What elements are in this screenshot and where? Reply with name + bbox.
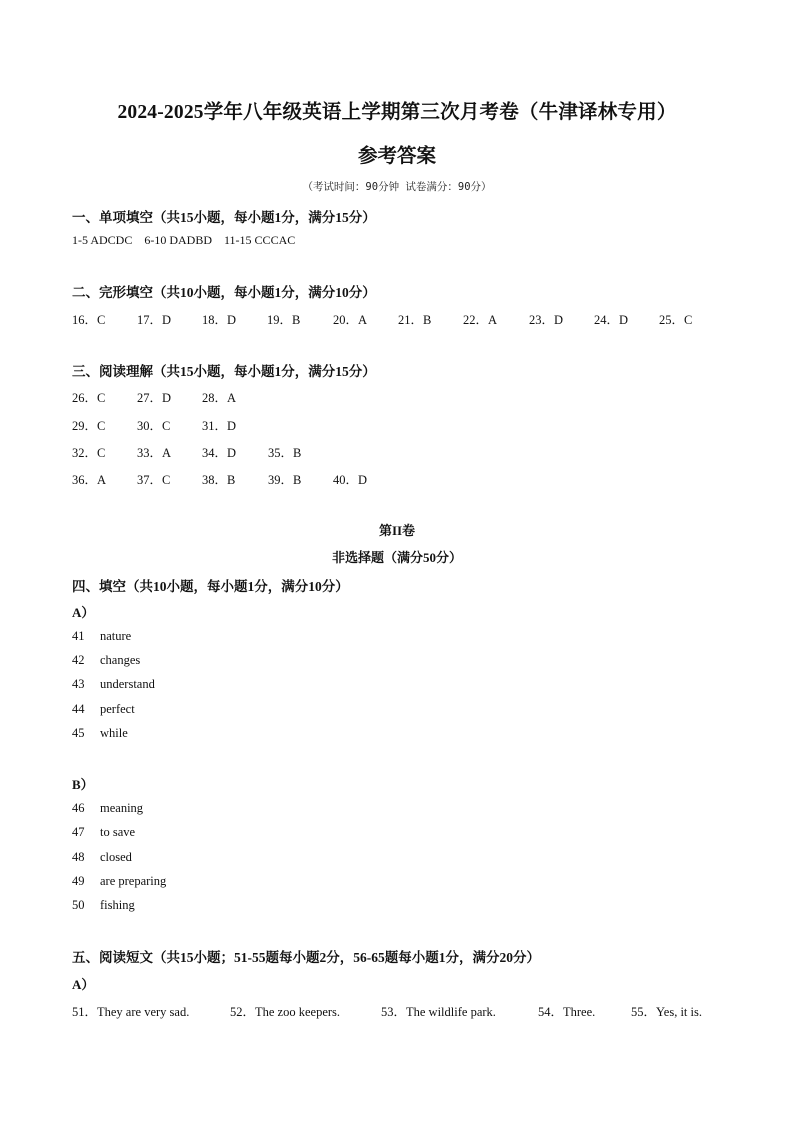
- answer-item: 40．D: [333, 473, 368, 487]
- answer-item: 24．D: [594, 313, 629, 327]
- part1-heading: 一、单项填空（共15小题，每小题1分，满分15分）: [72, 210, 376, 225]
- item-number: 46: [72, 801, 85, 815]
- answer-item: 33．A: [137, 446, 172, 460]
- item-number: 48: [72, 850, 85, 864]
- part4-heading: 四、填空（共10小题，每小题1分，满分10分）: [72, 579, 349, 594]
- answer-item: 29．C: [72, 419, 106, 433]
- item-answer: closed: [100, 850, 132, 864]
- list-item: [72, 629, 131, 644]
- item-answer: fishing: [100, 898, 135, 912]
- answer-item: 16．C: [72, 313, 106, 327]
- list-item: [72, 653, 140, 668]
- answer-item: 31．D: [202, 419, 237, 433]
- item-answer: are preparing: [100, 874, 167, 888]
- part1-answers: 1-5 ADCDC 6-10 DADBD 11-15 CCCAC: [72, 233, 296, 247]
- part4-group-a-label: A）: [72, 605, 95, 620]
- answer-item: 25．C: [659, 313, 693, 327]
- list-item: [72, 677, 155, 692]
- answer-item: 21．B: [398, 313, 432, 327]
- answer-item: 22．A: [463, 313, 498, 327]
- answer-item: 32．C: [72, 446, 106, 460]
- answer-item: 23．D: [529, 313, 564, 327]
- item-number: 49: [72, 874, 85, 888]
- part3-answer-row: [72, 470, 398, 488]
- list-item: [72, 702, 135, 717]
- answer-item: 38．B: [202, 473, 236, 487]
- answer-item: 36．A: [72, 473, 107, 487]
- part3-heading: 三、阅读理解（共15小题，每小题1分，满分15分）: [72, 364, 376, 379]
- list-item: [72, 801, 143, 816]
- item-number: 41: [72, 629, 85, 643]
- part5-answer-row: [72, 1002, 721, 1020]
- part3-answer-row: [72, 416, 267, 434]
- item-number: 44: [72, 702, 85, 716]
- answer-item: 54．Three.: [538, 1005, 596, 1019]
- answer-item: 27．D: [137, 391, 172, 405]
- answer-item: 20．A: [333, 313, 368, 327]
- part5-heading: 五、阅读短文（共15小题；51-55题每小题2分，56-65题每小题1分，满分20分）: [72, 950, 540, 965]
- answer-item: 28．A: [202, 391, 237, 405]
- part3-answer-row: [72, 443, 333, 461]
- answer-item: 26．C: [72, 391, 106, 405]
- answer-item: 30．C: [137, 419, 171, 433]
- answer-item: 55．Yes, it is.: [631, 1005, 702, 1019]
- list-item: [72, 874, 166, 889]
- answer-item: 18．D: [202, 313, 237, 327]
- answer-item: 52．The zoo keepers.: [230, 1005, 341, 1019]
- list-item: [72, 850, 132, 865]
- item-number: 43: [72, 677, 85, 691]
- part2-heading: 二、完形填空（共10小题，每小题1分，满分10分）: [72, 285, 376, 300]
- part2-answer-row: [72, 310, 709, 328]
- list-item: [72, 825, 135, 840]
- document-title: 2024-2025学年八年级英语上学期第三次月考卷（牛津译林专用）: [117, 102, 677, 123]
- answer-item: 51．They are very sad.: [72, 1005, 190, 1019]
- document-subtitle: 参考答案: [357, 146, 436, 167]
- item-answer: while: [100, 726, 128, 740]
- answer-item: 17．D: [137, 313, 172, 327]
- exam-info-note: （考试时间：90分钟 试卷满分：90分）: [302, 181, 492, 193]
- part5-group-a-label: A）: [72, 977, 95, 992]
- part3-answer-row: [72, 388, 267, 406]
- answer-item: 53．The wildlife park.: [381, 1005, 496, 1019]
- item-number: 45: [72, 726, 85, 740]
- item-answer: perfect: [100, 702, 135, 716]
- item-answer: nature: [100, 629, 132, 643]
- item-answer: understand: [100, 677, 155, 691]
- volume2-subheading: 非选择题（满分50分）: [331, 550, 462, 565]
- answer-item: 34．D: [202, 446, 237, 460]
- list-item: [72, 726, 128, 741]
- item-answer: changes: [100, 653, 141, 667]
- item-number: 50: [72, 898, 85, 912]
- part4-group-b-label: B）: [72, 777, 94, 792]
- answer-item: 35．B: [268, 446, 302, 460]
- item-number: 47: [72, 825, 85, 839]
- list-item: [72, 898, 135, 913]
- item-answer: to save: [100, 825, 136, 839]
- item-answer: meaning: [100, 801, 144, 815]
- item-number: 42: [72, 653, 85, 667]
- answer-item: 39．B: [268, 473, 302, 487]
- answer-item: 19．B: [267, 313, 301, 327]
- answer-item: 37．C: [137, 473, 171, 487]
- volume2-heading: 第II卷: [378, 523, 416, 538]
